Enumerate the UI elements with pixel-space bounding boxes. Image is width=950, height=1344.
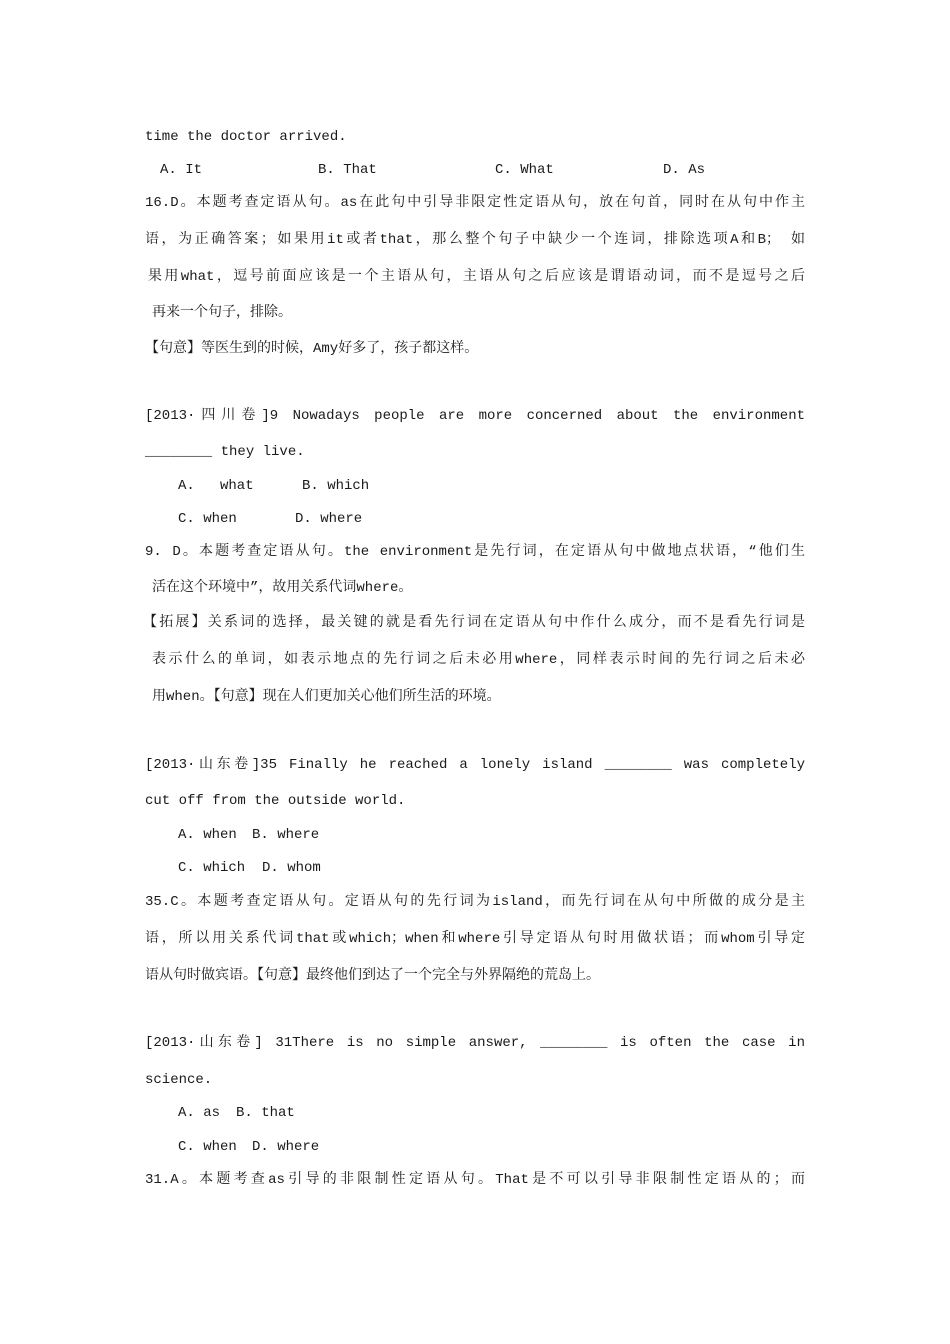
a16-line-4: 再来一个句子，排除。	[152, 305, 292, 321]
q31-option-b: B. that	[236, 1105, 295, 1121]
q31-option-a: A. as	[178, 1105, 221, 1121]
q15-stem-tail: time the doctor arrived.	[145, 129, 347, 145]
a16-line-2: 语，为正确答案；如果用it或者that，那么整个句子中缺少一个连词，排除选项A和B； 如	[145, 232, 805, 248]
a9-line-2: 活在这个环境中”，故用关系代词where。	[152, 580, 413, 596]
q35-option-b: B. where	[252, 827, 320, 843]
q35-options-row-1	[0, 825, 950, 845]
a31-line-1: 31.A。本题考查as引导的非限制性定语从句。That是不可以引导非限制性定语从的；而	[145, 1172, 805, 1188]
q9-option-b: B. which	[302, 478, 370, 494]
q31-stem-line-2: science.	[145, 1072, 213, 1088]
q9-option-d: D. where	[295, 511, 363, 527]
q35-option-d: D. whom	[262, 860, 321, 876]
q31-stem-line-1: [2013·山东卷] 31There is no simple answer, ________ is often the case in	[145, 1035, 805, 1051]
q31-option-d: D. where	[252, 1139, 320, 1155]
q15-option-b: B. That	[318, 162, 377, 178]
q15-option-d: D. As	[663, 162, 706, 178]
q15-option-a: A. It	[160, 162, 203, 178]
a16-line-3: 果用what，逗号前面应该是一个主语从句，主语从句之后应该是谓语动词，而不是逗号之后	[148, 269, 805, 285]
q9-stem-line-1: [2013·四川卷]9 Nowadays people are more concerned about the environment	[145, 408, 805, 424]
q9-options-row-2	[0, 509, 950, 529]
q31-options-row-2	[0, 1137, 950, 1157]
ext9-line-3: 用when。【句意】现在人们更加关心他们所生活的环境。	[152, 689, 501, 705]
q35-stem-line-1: [2013·山东卷]35 Finally he reached a lonely island ________ was completely	[145, 757, 805, 773]
ext9-line-1: 【拓展】关系词的选择，最关键的就是看先行词在定语从句中作什么成分，而不是看先行词是	[143, 615, 805, 631]
a35-line-3: 语从句时做宾语。【句意】最终他们到达了一个完全与外界隔绝的荒岛上。	[145, 968, 600, 984]
q9-option-c: C. when	[178, 511, 237, 527]
q35-option-c: C. which	[178, 860, 246, 876]
q35-option-a: A. when	[178, 827, 237, 843]
a16-meaning: 【句意】等医生到的时候，Amy好多了，孩子都这样。	[145, 341, 479, 357]
q15-options	[0, 160, 950, 180]
q31-option-c: C. when	[178, 1139, 237, 1155]
q9-options-row-1	[0, 476, 950, 496]
q31-options-row-1	[0, 1103, 950, 1123]
q15-option-c: C. What	[495, 162, 554, 178]
ext9-line-2: 表示什么的单词，如表示地点的先行词之后未必用where，同样表示时间的先行词之后未必	[152, 652, 805, 668]
a35-line-1: 35.C。本题考查定语从句。定语从句的先行词为island，而先行词在从句中所做的成分是主	[145, 894, 805, 910]
a9-line-1: 9. D。本题考查定语从句。the environment是先行词，在定语从句中做地点状语，“他们生	[145, 544, 805, 560]
q35-stem-line-2: cut off from the outside world.	[145, 793, 406, 809]
a16-line-1: 16.D。本题考查定语从句。as在此句中引导非限定性定语从句，放在句首，同时在从句中作主	[145, 195, 805, 211]
q9-option-a: A. what	[178, 478, 254, 494]
q9-stem-line-2: ________ they live.	[145, 444, 305, 460]
a35-line-2: 语，所以用关系代词that或which；when和where引导定语从句时用做状语；而whom引导定	[145, 931, 805, 947]
q35-options-row-2	[0, 858, 950, 878]
